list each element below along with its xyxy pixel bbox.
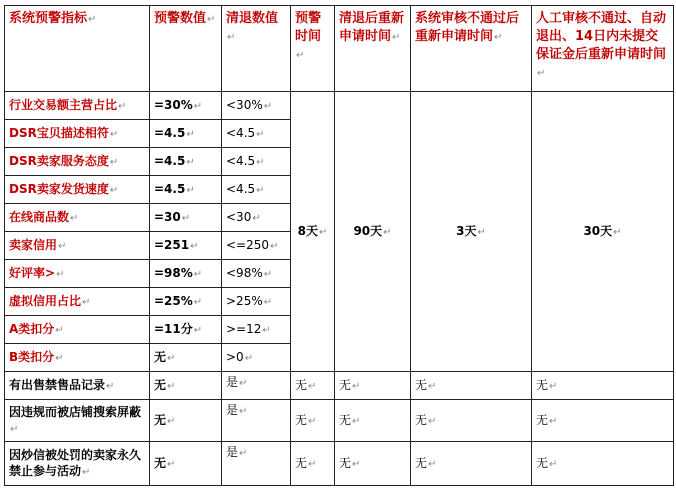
row-label: DSR卖家发货速度↵ <box>5 176 150 204</box>
warn-value: =25%↵ <box>150 288 222 316</box>
clear-value: <4.5↵ <box>222 120 291 148</box>
row-label: DSR卖家服务态度↵ <box>5 148 150 176</box>
clear-value: >0↵ <box>222 344 291 372</box>
system-reject-value: 无↵ <box>411 442 532 486</box>
row-label: DSR宝贝描述相符↵ <box>5 120 150 148</box>
system-reject-value: 无↵ <box>411 400 532 442</box>
warn-value: =251↵ <box>150 232 222 260</box>
merged-system-reject-time: 3天↵ <box>411 92 532 372</box>
clear-value: <4.5↵ <box>222 148 291 176</box>
warn-value: =11分↵ <box>150 316 222 344</box>
row-label: A类扣分↵ <box>5 316 150 344</box>
manual-reject-value: 无↵ <box>532 442 674 486</box>
merged-warn-time: 8天↵ <box>291 92 335 372</box>
special-row <box>5 442 674 486</box>
row-label: 在线商品数↵ <box>5 204 150 232</box>
special-row <box>5 400 674 442</box>
clear-value: 是↵ <box>222 372 291 400</box>
row-label: 虚拟信用占比↵ <box>5 288 150 316</box>
reapply-value: 无↵ <box>335 442 411 486</box>
row-label: 好评率>↵ <box>5 260 150 288</box>
header-clear-value: 清退数值↵ <box>222 6 291 92</box>
warn-value: 无↵ <box>150 344 222 372</box>
clear-value: 是↵ <box>222 442 291 486</box>
header-system-reject-time: 系统审核不通过后重新申请时间↵ <box>411 6 532 92</box>
row-label: 卖家信用↵ <box>5 232 150 260</box>
warn-time-value: 无↵ <box>291 372 335 400</box>
row-label: B类扣分↵ <box>5 344 150 372</box>
clear-value: 是↵ <box>222 400 291 442</box>
clear-value: >25%↵ <box>222 288 291 316</box>
indicator-table <box>4 5 674 486</box>
header-warn-value: 预警数值↵ <box>150 6 222 92</box>
warn-value: 无↵ <box>150 442 222 486</box>
merged-manual-reject-time: 30天↵ <box>532 92 674 372</box>
header-reapply-time: 清退后重新申请时间↵ <box>335 6 411 92</box>
header-warn-time: 预警时间↵ <box>291 6 335 92</box>
row-label: 行业交易额主营占比↵ <box>5 92 150 120</box>
clear-value: <30%↵ <box>222 92 291 120</box>
warn-value: 无↵ <box>150 400 222 442</box>
reapply-value: 无↵ <box>335 400 411 442</box>
reapply-value: 无↵ <box>335 372 411 400</box>
manual-reject-value: 无↵ <box>532 400 674 442</box>
warn-value: 无↵ <box>150 372 222 400</box>
clear-value: <98%↵ <box>222 260 291 288</box>
clear-value: <4.5↵ <box>222 176 291 204</box>
warn-value: =30%↵ <box>150 92 222 120</box>
manual-reject-value: 无↵ <box>532 372 674 400</box>
header-manual-reject-time: 人工审核不通过、自动退出、14日内未提交保证金后重新申请时间↵ <box>532 6 674 92</box>
warn-value: =98%↵ <box>150 260 222 288</box>
warn-value: =4.5↵ <box>150 120 222 148</box>
table-row <box>5 92 674 120</box>
header-indicator: 系统预警指标↵ <box>5 6 150 92</box>
header-row <box>5 6 674 92</box>
system-reject-value: 无↵ <box>411 372 532 400</box>
clear-value: <=250↵ <box>222 232 291 260</box>
warn-value: =30↵ <box>150 204 222 232</box>
row-label: 有出售禁售品记录↵ <box>5 372 150 400</box>
clear-value: >=12↵ <box>222 316 291 344</box>
row-label: 因违规而被店铺搜索屏蔽↵ <box>5 400 150 442</box>
row-label: 因炒信被处罚的卖家永久禁止参与活动↵ <box>5 442 150 486</box>
clear-value: <30↵ <box>222 204 291 232</box>
warn-value: =4.5↵ <box>150 176 222 204</box>
warn-time-value: 无↵ <box>291 442 335 486</box>
warn-value: =4.5↵ <box>150 148 222 176</box>
warn-time-value: 无↵ <box>291 400 335 442</box>
special-row <box>5 372 674 400</box>
merged-reapply-time: 90天↵ <box>335 92 411 372</box>
